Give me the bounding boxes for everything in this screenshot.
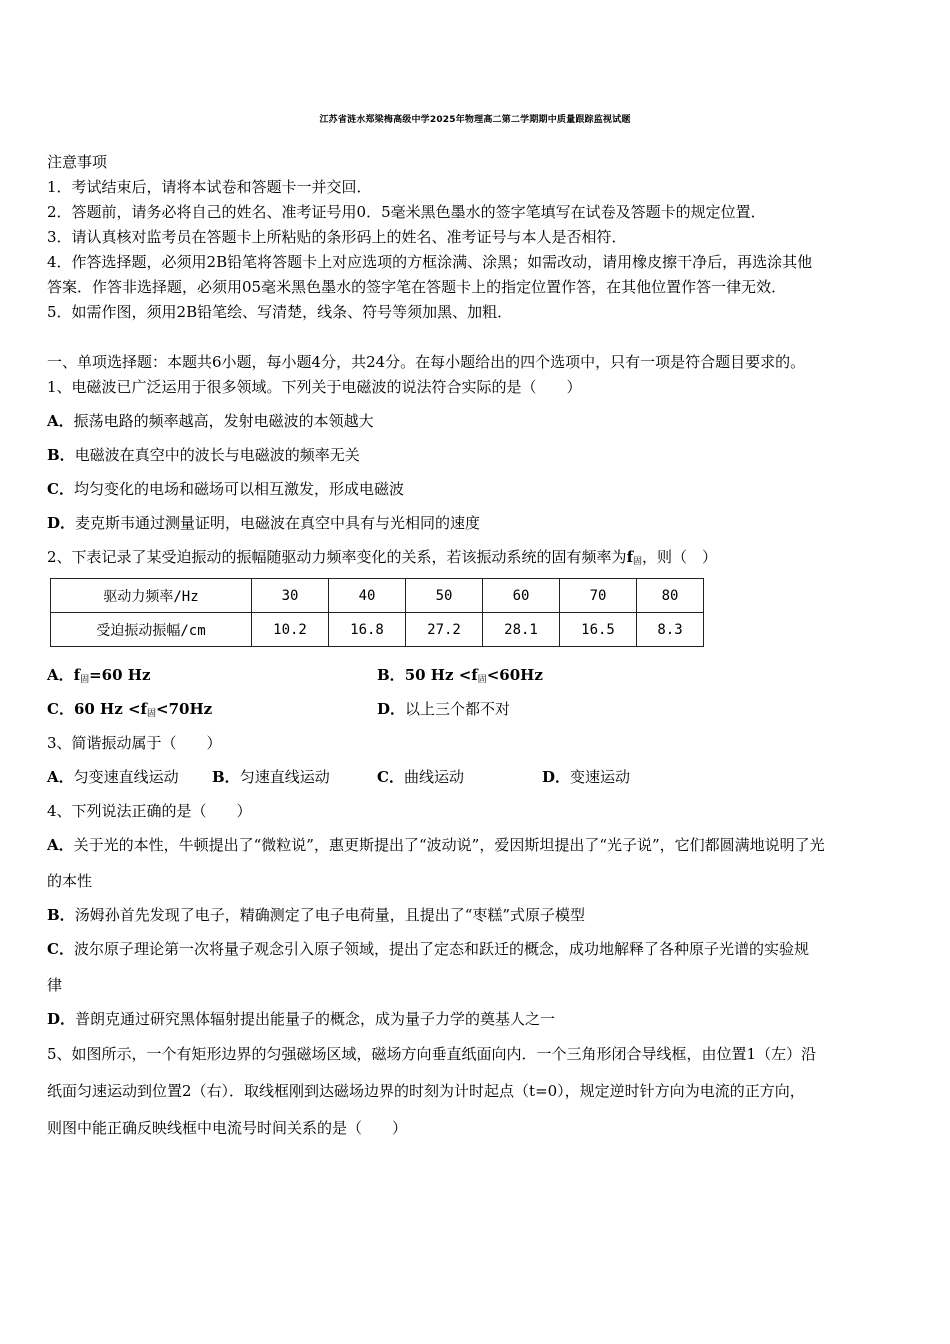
table-cell: 60 [483, 579, 560, 613]
notice-item: 4．作答选择题，必须用2B铅笔将答题卡上对应选项的方框涂满、涂黑；如需改动，请用橡皮擦干净后，再选涂其他 [47, 253, 813, 271]
q3-option-b [212, 767, 330, 787]
q2-stem-text: 2、下表记录了某受迫振动的振幅随驱动力频率变化的关系，若该振动系统的固有频率为 [47, 548, 627, 566]
q2-stem-end: ，则（ ） [642, 548, 718, 566]
option-letter: A． [47, 666, 74, 684]
notice-item: 3．请认真核对监考员在答题卡上所粘贴的条形码上的姓名、准考证号与本人是否相符． [47, 228, 627, 246]
option-text: 60 Hz <f [73, 700, 147, 718]
table-cell: 8.3 [637, 613, 704, 647]
table-cell: 50 [406, 579, 483, 613]
option-letter: D． [542, 768, 571, 786]
q3-option-d [542, 767, 630, 787]
q1-stem: 1、电磁波已广泛运用于很多领域。下列关于电磁波的说法符合实际的是（ ） [47, 378, 582, 396]
option-text: <70Hz [156, 700, 213, 718]
q4-option-b [47, 905, 585, 925]
q4-option-c [47, 939, 809, 959]
option-text: 变速运动 [570, 768, 631, 786]
q2-stem [47, 547, 717, 572]
option-letter: D． [47, 514, 76, 532]
q4-option-a-cont: 的本性 [47, 872, 93, 890]
table-cell: 27.2 [406, 613, 483, 647]
option-letter: D． [377, 700, 406, 718]
option-text: 麦克斯韦通过测量证明，电磁波在真空中具有与光相同的速度 [75, 514, 481, 532]
q5-stem-line1: 5、如图所示，一个有矩形边界的匀强磁场区域，磁场方向垂直纸面向内．一个三角形闭合导线框，由位置1（左）沿 [47, 1045, 817, 1063]
table-cell: 40 [329, 579, 406, 613]
option-text: <60Hz [486, 666, 543, 684]
option-text: 匀变速直线运动 [73, 768, 179, 786]
option-text: 匀速直线运动 [239, 768, 330, 786]
option-text: f [73, 666, 81, 684]
table-cell: 70 [560, 579, 637, 613]
q1-option-d [47, 513, 480, 533]
q5-stem-line3: 则图中能正确反映线框中电流号时间关系的是（ ） [47, 1119, 408, 1137]
option-letter: B． [47, 446, 75, 464]
q5-stem-line2: 纸面匀速运动到位置2（右）．取线框刚到达磁场边界的时刻为计时起点（t=0），规定逆时针方向为电流的正方向， [47, 1082, 805, 1100]
subscript: 固 [80, 675, 90, 685]
option-letter: B． [47, 906, 75, 924]
q4-option-c-cont: 律 [47, 976, 63, 994]
q3-option-a [47, 767, 179, 787]
option-text: 波尔原子理论第一次将量子观念引入原子领域，提出了定态和跃迁的概念，成功地解释了各种原子光谱的实验规 [73, 940, 809, 958]
option-text: 电磁波在真空中的波长与电磁波的频率无关 [74, 446, 360, 464]
q3-option-c [377, 767, 464, 787]
option-text: 普朗克通过研究黑体辐射提出能量子的概念，成为量子力学的奠基人之一 [75, 1010, 556, 1028]
option-letter: C． [47, 480, 74, 498]
table-cell: 30 [252, 579, 329, 613]
option-letter: A． [47, 836, 74, 854]
frequency-table [50, 578, 704, 647]
option-text: =60 Hz [89, 666, 151, 684]
option-letter: B． [212, 768, 240, 786]
q1-option-a [47, 411, 374, 431]
section-heading: 一、单项选择题：本题共6小题，每小题4分，共24分。在每小题给出的四个选项中，只有一项是符合题目要求的。 [47, 353, 806, 371]
table-cell: 80 [637, 579, 704, 613]
q2-option-d [377, 699, 510, 719]
subscript: 固 [146, 709, 156, 719]
notice-item: 1．考试结束后，请将本试卷和答题卡一并交回． [47, 178, 372, 196]
notice-item: 5．如需作图，须用2B铅笔绘、写清楚，线条、符号等须加黑、加粗． [47, 303, 513, 321]
notice-heading: 注意事项 [47, 153, 108, 171]
notice-item: 2．答题前，请务必将自己的姓名、准考证号用0．5毫米黑色墨水的签字笔填写在试卷及答题卡的规定位置． [47, 203, 766, 221]
option-text: 振荡电路的频率越高，发射电磁波的本领越大 [73, 412, 374, 430]
table-cell: 16.5 [560, 613, 637, 647]
option-letter: D． [47, 1010, 76, 1028]
q4-option-a [47, 835, 825, 855]
subscript: 固 [633, 557, 643, 567]
q2-option-c [47, 699, 212, 724]
table-cell: 16.8 [329, 613, 406, 647]
option-letter: C． [47, 940, 74, 958]
option-letter: C． [47, 700, 74, 718]
option-text: 均匀变化的电场和磁场可以相互激发，形成电磁波 [73, 480, 404, 498]
table-row [51, 613, 704, 647]
option-text: 曲线运动 [403, 768, 464, 786]
exam-title: 江苏省涟水郑梁梅高级中学2025年物理高二第二学期期中质量跟踪监视试题 [319, 115, 631, 125]
option-text: 汤姆孙首先发现了电子，精确测定了电子电荷量，且提出了“枣糕”式原子模型 [74, 906, 586, 924]
q3-stem: 3、简谐振动属于（ ） [47, 734, 222, 752]
subscript: 固 [477, 675, 487, 685]
option-letter: A． [47, 768, 74, 786]
table-cell: 28.1 [483, 613, 560, 647]
f-symbol: f [626, 548, 634, 566]
option-letter: C． [377, 768, 404, 786]
q4-stem: 4、下列说法正确的是（ ） [47, 802, 252, 820]
q1-option-c [47, 479, 404, 499]
q2-option-b [377, 665, 543, 690]
option-letter: B． [377, 666, 405, 684]
row-header: 驱动力频率/Hz [51, 579, 252, 613]
option-letter: A． [47, 412, 74, 430]
q4-option-d [47, 1009, 555, 1029]
q2-option-a [47, 665, 150, 690]
row-header: 受迫振动振幅/cm [51, 613, 252, 647]
table-cell: 10.2 [252, 613, 329, 647]
option-text: 50 Hz <f [404, 666, 478, 684]
notice-item: 答案．作答非选择题，必须用05毫米黑色墨水的签字笔在答题卡上的指定位置作答，在其他位置作答一律无效． [47, 278, 787, 296]
option-text: 以上三个都不对 [405, 700, 511, 718]
table-row [51, 579, 704, 613]
q1-option-b [47, 445, 360, 465]
option-text: 关于光的本性，牛顿提出了“微粒说”，惠更斯提出了“波动说”，爱因斯坦提出了“光子说”，它们都圆满地说明了光 [73, 836, 825, 854]
